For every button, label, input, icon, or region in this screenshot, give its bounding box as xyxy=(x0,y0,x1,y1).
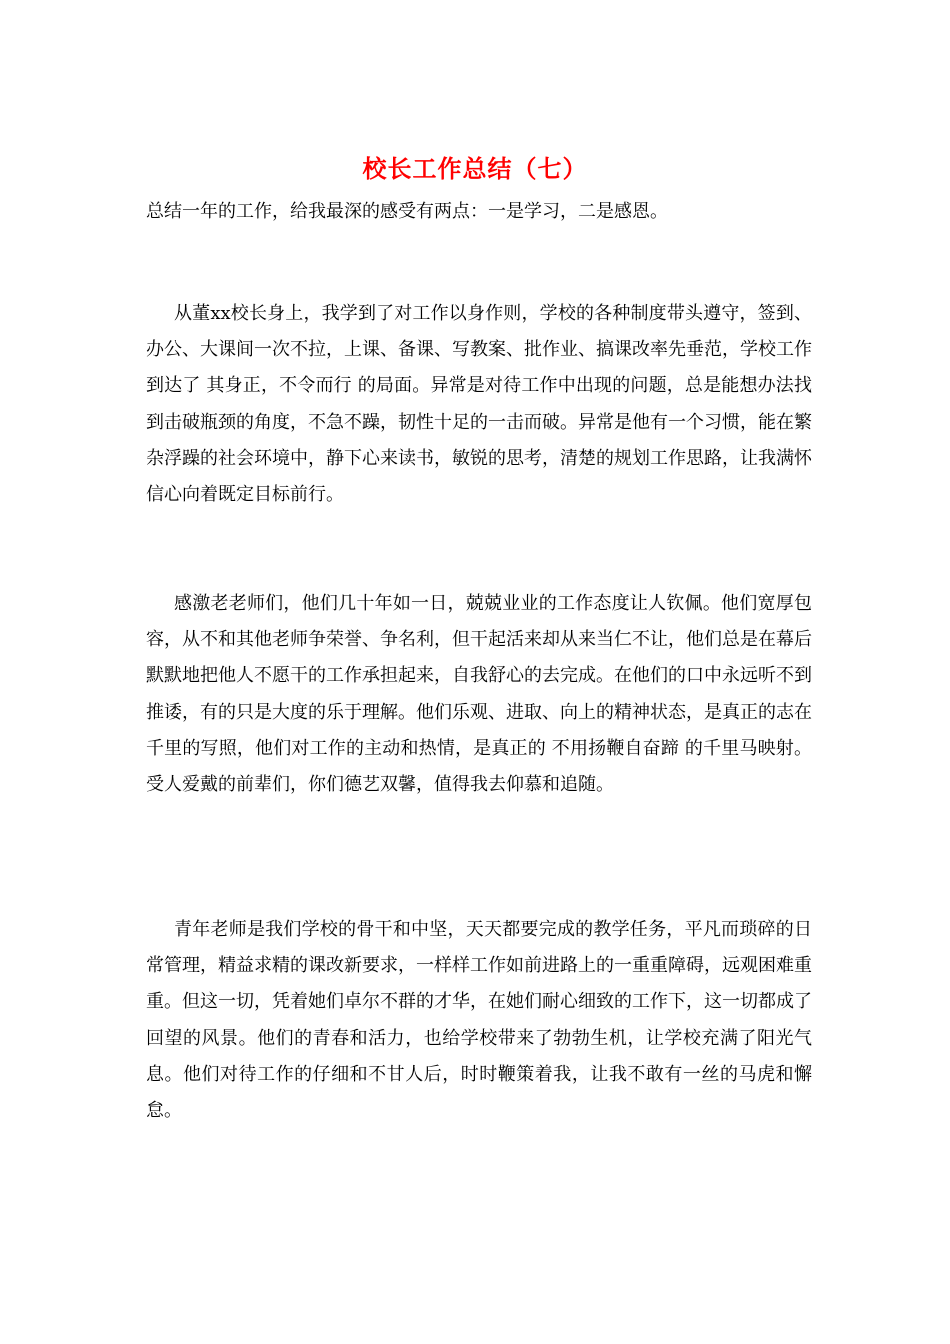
paragraph-senior-teachers: 感激老老师们，他们几十年如一日，兢兢业业的工作态度让人钦佩。他们宽厚包容，从不和其他老师争荣誉、争名利，但干起活来却从来当仁不让，他们总是在幕后默默地把他人不愿干的工作承担起来，自我舒心的去完成。在他们的口中永远听不到推诿，有的只是大度的乐于理解。他们乐观、进取、向上的精神状态，是真正的志在千里的写照，他们对工作的主动和热情，是真正的 不用扬鞭自奋蹄 的千里马映射。受人爱戴的前辈们，你们德艺双馨，值得我去仰慕和追随。 xyxy=(146,593,812,796)
document-title: 校长工作总结（七） xyxy=(362,154,588,183)
paragraph-young-teachers: 青年老师是我们学校的骨干和中坚，天天都要完成的教学任务，平凡而琐碎的日常管理，精益求精的课改新要求，一样样工作如前进路上的一重重障碍，远观困难重重。但这一切，凭着她们卓尔不群的才华，在她们耐心细致的工作下，这一切都成了回望的风景。他们的青春和活力，也给学校带来了勃勃生机，让学校充满了阳光气息。他们对待工作的仔细和不甘人后，时时鞭策着我，让我不敢有一丝的马虎和懈怠。 xyxy=(146,919,812,1122)
paragraph-principal: 从董xx校长身上，我学到了对工作以身作则，学校的各种制度带头遵守，签到、办公、大课间一次不拉，上课、备课、写教案、批作业、搞课改率先垂范，学校工作到达了 其身正，不令而行 的局面。异常是对待工作中出现的问题，总是能想办法找到击破瓶颈的角度，不急不躁，韧性十足的一击而破。异常是他有一个习惯，能在繁杂浮躁的社会环境中，静下心来读书，敏锐的思考，清楚的规划工作思路，让我满怀信心向着既定目标前行。 xyxy=(146,303,812,506)
intro-line: 总结一年的工作，给我最深的感受有两点：一是学习，二是感恩。 xyxy=(146,201,668,222)
